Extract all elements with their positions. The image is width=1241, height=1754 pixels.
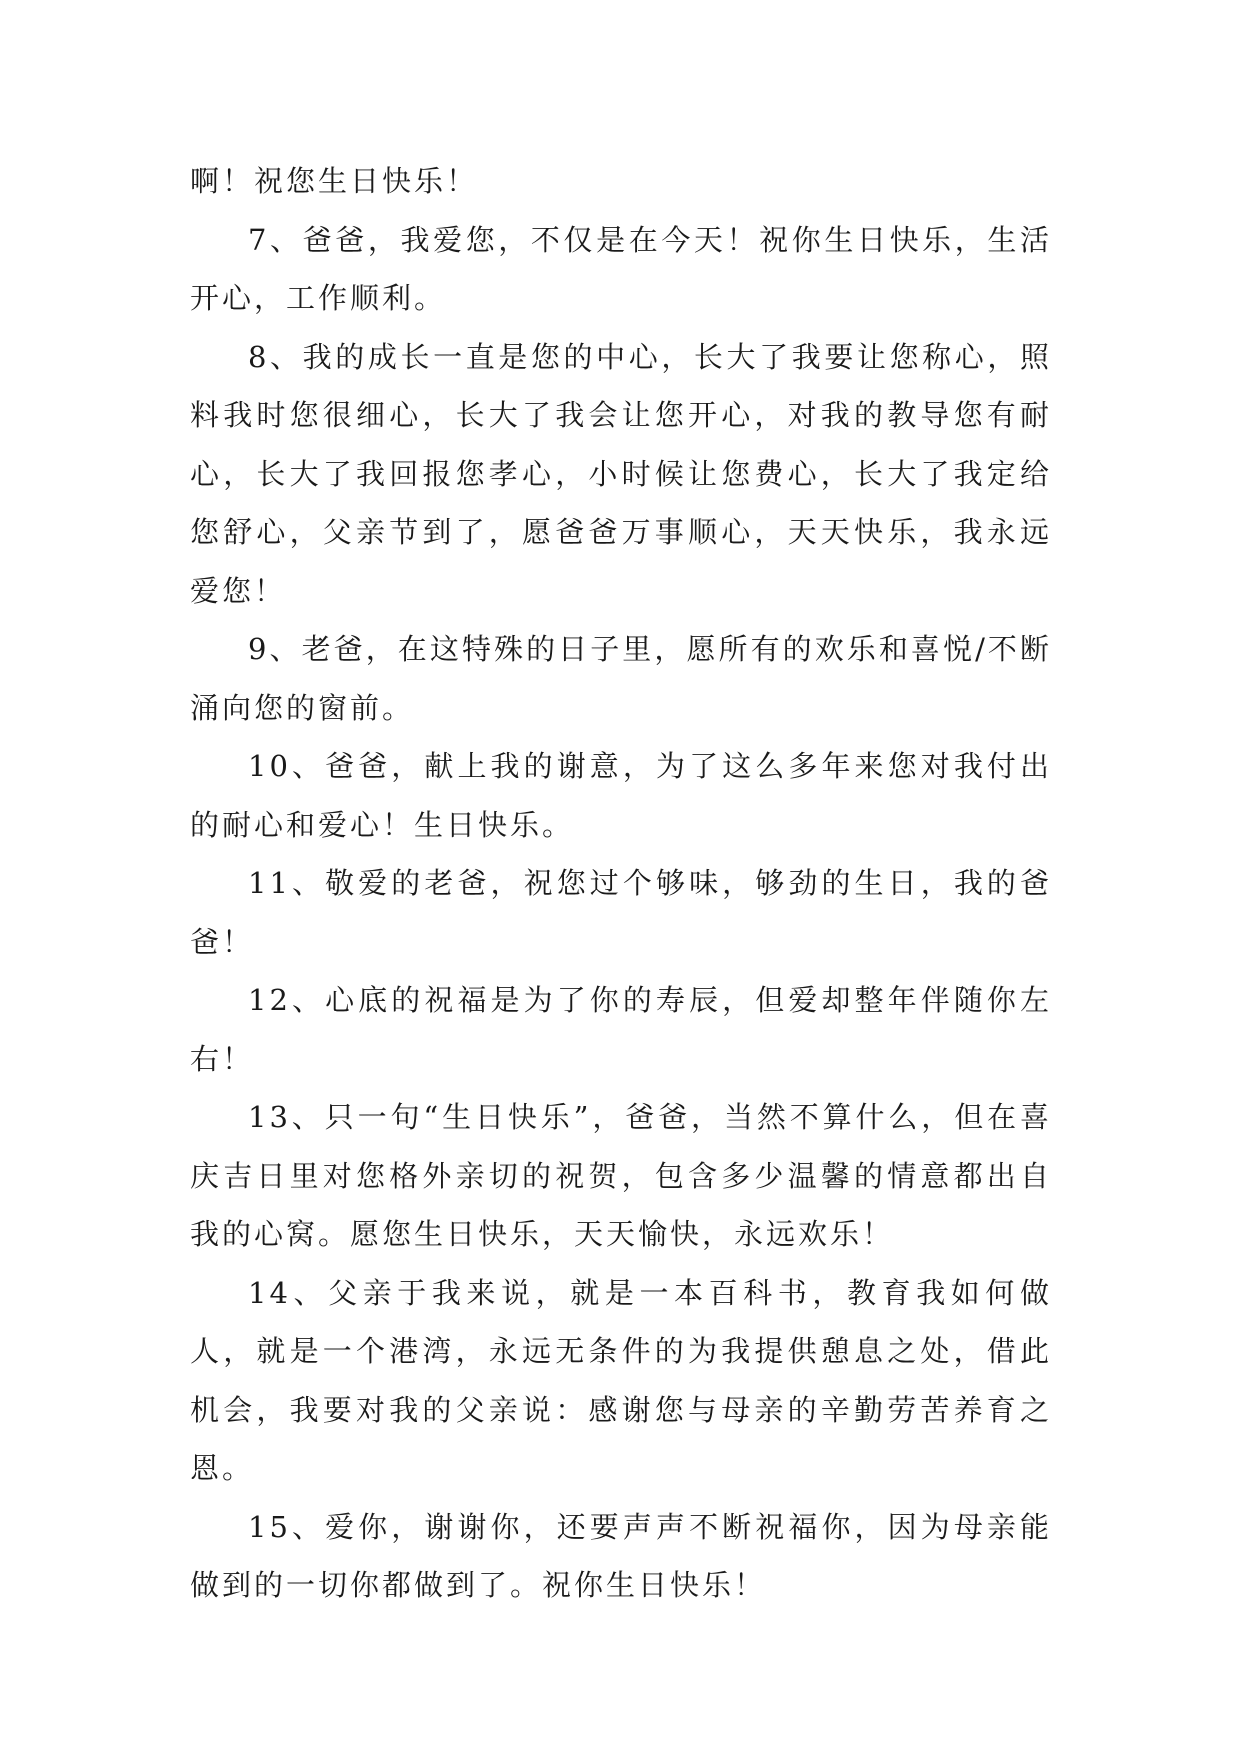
paragraph-wish-8: 8、我的成长一直是您的中心，长大了我要让您称心，照料我时您很细心，长大了我会让您开心，对我的教导您有耐心，长大了我回报您孝心，小时候让您费心，长大了我定给您舒心，父亲节到了，愿爸爸万事顺心，天天快乐，我永远爱您！	[190, 339, 1052, 608]
paragraph-wish-13: 13、只一句“生日快乐”，爸爸，当然不算什么，但在喜庆吉日里对您格外亲切的祝贺，包含多少温馨的情意都出自我的心窝。愿您生日快乐，天天愉快，永远欢乐！	[190, 1100, 1052, 1251]
paragraph-continuation: 啊！祝您生日快乐！	[190, 164, 479, 198]
paragraph-wish-11: 11、敬爱的老爸，祝您过个够味，够劲的生日，我的爸爸！	[190, 866, 1052, 959]
paragraph-wish-14: 14、父亲于我来说，就是一本百科书，教育我如何做人，就是一个港湾，永远无条件的为我提供憩息之处，借此机会，我要对我的父亲说：感谢您与母亲的辛勤劳苦养育之恩。	[190, 1275, 1052, 1485]
paragraph-wish-10: 10、爸爸，献上我的谢意，为了这么多年来您对我付出的耐心和爱心！生日快乐。	[190, 749, 1052, 842]
paragraph-wish-9: 9、老爸，在这特殊的日子里，愿所有的欢乐和喜悦/不断涌向您的窗前。	[190, 632, 1052, 725]
document-page	[190, 152, 1052, 1615]
paragraph-wish-12: 12、心底的祝福是为了你的寿辰，但爱却整年伴随你左右！	[190, 983, 1052, 1076]
paragraph-wish-7: 7、爸爸，我爱您，不仅是在今天！祝你生日快乐，生活开心，工作顺利。	[190, 222, 1052, 315]
paragraph-wish-15: 15、爱你，谢谢你，还要声声不断祝福你，因为母亲能做到的一切你都做到了。祝你生日快乐！	[190, 1509, 1052, 1602]
